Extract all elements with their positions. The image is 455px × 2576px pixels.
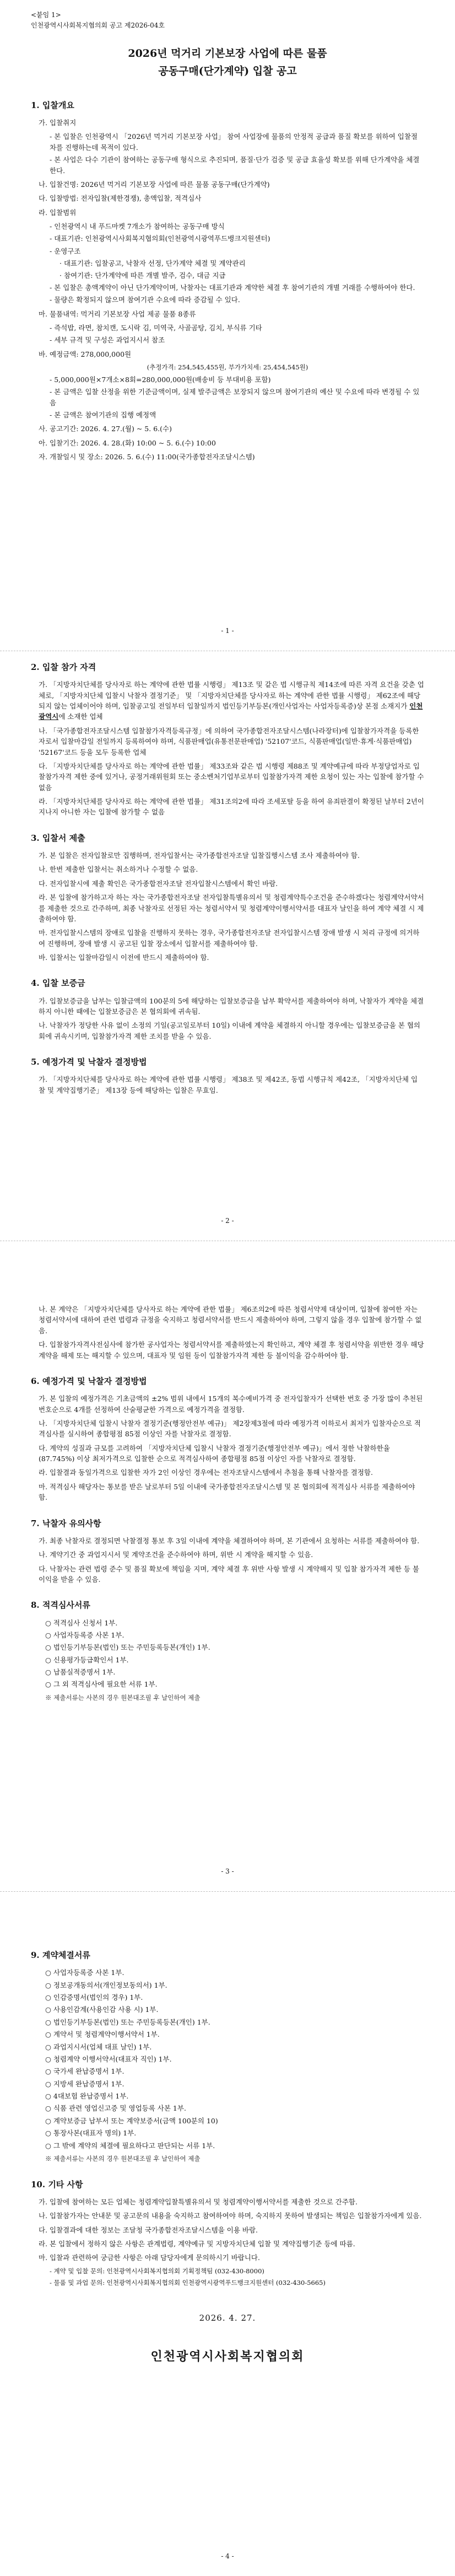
- list-item: ○ 사업자등록증 사본 1부.: [45, 1630, 124, 1639]
- s1-ga: 가. 입찰취지: [39, 119, 77, 127]
- list-item: ○ 4대보험 완납증명서 1부.: [45, 2092, 129, 2100]
- s3-ba: 바. 입찰서는 입찰마감일시 이전에 반드시 제출하여야 함.: [39, 953, 209, 962]
- s1-da: 다. 입찰방법: 전자입찰(제한경쟁), 총액입찰, 적격심사: [39, 194, 202, 203]
- s8-list: [31, 1618, 424, 1690]
- s2-na: 나. 「국가종합전자조달시스템 입찰참가자격등록규정」에 의하여 국가종합전자조달시스템(나라장터)에 입찰참가자격을 등록한 자로서 입찰마감일 전일까지 등록하여야 하며, 식품판매업(유통전문판매업) '52107'코드, 식품판매업(일반·휴게·식품판매업) '52167'코드 등을 모두 등록한 업체: [39, 726, 419, 756]
- s5-ga: 가. 「지방자치단체를 당사자로 하는 계약에 관한 법률 시행령」 제38조 및 제42조, 동법 시행규칙 제42조, 「지방자치단체 입찰 및 계약집행기준」 제13장 등에 해당하는 입찰은 무효임.: [39, 1075, 418, 1094]
- section-2-heading: 2. 입찰 참가 자격: [31, 662, 96, 672]
- s1-ma-2: - 세부 규격 및 구성은 과업지시서 참조: [50, 336, 165, 345]
- list-item: ○ 사용인감계(사용인감 사용 시) 1부.: [45, 2005, 159, 2014]
- s1-ba-2: - 5,000,000원×7개소×8회=280,000,000원(배송비 등 부대비용 포함): [50, 375, 271, 384]
- list-item: ○ 청렴계약 이행서약서(대표자 직인) 1부.: [45, 2054, 172, 2063]
- page-2: [0, 651, 455, 1241]
- list-item: ○ 그 밖에 계약의 체결에 필요하다고 판단되는 서류 1부.: [45, 2141, 215, 2150]
- s1-ja: 자. 개찰일시 및 장소: 2026. 5. 6.(수) 11:00(국가종합전자조달시스템): [39, 453, 255, 461]
- s1-ra-5: - 물량은 확정되지 않으며 참여기관 수요에 따라 증감될 수 있다.: [50, 296, 240, 304]
- section-1-heading: 1. 입찰개요: [31, 100, 74, 110]
- s2-ga-tail: 에 소재한 업체: [58, 712, 103, 721]
- title-line-2: 공동구매(단가계약) 입찰 공고: [158, 65, 297, 78]
- s9-note: ※ 제출서류는 사본의 경우 원본대조필 후 날인하여 제출: [45, 2154, 201, 2162]
- s2-ga: [39, 679, 424, 722]
- s3-ga: 가. 본 입찰은 전자입찰로만 집행하며, 전자입찰서는 국가종합전자조달 입찰집행시스템 조사 제출하여야 함.: [39, 851, 360, 860]
- page-1: [0, 0, 455, 651]
- s1-ra-3a: · 대표기관: 입찰공고, 낙찰자 선정, 단가계약 체결 및 계약관리: [59, 259, 246, 268]
- list-item: ○ 법인등기부등본(법인) 또는 주민등록등본(개인) 1부.: [45, 1643, 210, 1652]
- s3-da: 다. 전자입찰시에 제출 확인은 국가종합전자조달 전자입찰시스템에서 확인 바람.: [39, 879, 278, 888]
- list-item: ○ 납품실적증명서 1부.: [45, 1668, 116, 1676]
- s3-ra: 라. 본 입찰에 참가하고자 하는 자는 국가종합전자조달 전자입찰특별유의서 및 청렴계약특수조건을 준수하겠다는 청렴계약서약서를 제출한 것으로 간주하며, 최종 낙찰자로 선정된 자는 청렴서약서 및 청렴계약이행서약서를 대표자 날인을 하여 계약 체결 시 제출하여야 함.: [39, 893, 424, 923]
- s1-ga-1: - 본 입찰은 인천광역시 「2026년 먹거리 기본보장 사업」 참여 사업장에 물품의 안정적 공급과 품질 확보를 위하여 입찰절차를 진행하는데 목적이 있다.: [50, 132, 418, 152]
- s10-ga: 가. 입찰에 참여하는 모든 업체는 청렴계약입찰특별유의서 및 청렴계약이행서약서를 제출한 것으로 간주함.: [39, 2197, 358, 2206]
- page-number: - 4 -: [221, 2552, 234, 2561]
- page-4: [0, 1891, 455, 2576]
- title-line-1: 2026년 먹거리 기본보장 사업에 따른 물품: [128, 47, 327, 60]
- s2-ga-text: 가. 「지방자치단체를 당사자로 하는 계약에 관한 법률 시행령」 제13조 및 같은 법 시행규칙 제14조에 따른 자격 요건을 갖춘 업체로, 「지방자치단체 입찰시 낙찰자 결정기준」 및 「지방자치단체를 당사자로 하는 계약에 관한 법률 시행령」 제62조에 해당되지 않는 업체이어야 하며, 입찰공고일 전일부터 입찰일까지 법인등기부등본(개인사업자는 사업자등록증)상 본점 소재지가: [39, 680, 424, 710]
- list-item: ○ 신용평가등급확인서 1부.: [45, 1655, 129, 1664]
- s4-na: 나. 낙찰자가 정당한 사유 없이 소정의 기일(공고일로부터 10일) 이내에 계약을 체결하지 아니할 경우에는 입찰보증금을 본 협의회에 귀속시키며, 입찰참가자격 제한 조치를 받을 수 있음.: [39, 1021, 420, 1040]
- s1-ba-3: - 본 금액은 입찰 산정을 위한 기준금액이며, 실제 발주금액은 보장되지 않으며 참여기관의 예산 및 수요에 따라 변경될 수 있음: [50, 388, 420, 407]
- s6-na: 나. 「지방자치단체 입찰시 낙찰자 결정기준(행정안전부 예규)」 제2장제3절에 따라 예정가격 이하로서 최저가 입찰자순으로 적격심사를 실시하여 종합평점 85점 이상인 자를 낙찰자로 결정함.: [39, 1419, 421, 1439]
- s10-ma-1: - 계약 및 입찰 문의: 인천광역시사회복지협의회 기획정책팀 (032-430-8000): [50, 2267, 264, 2275]
- list-item: ○ 적격심사 신청서 1부.: [45, 1618, 118, 1627]
- section-5-heading: 5. 예정가격 및 낙찰자 결정방법: [31, 1057, 147, 1067]
- s1-ra: 라. 입찰범위: [39, 208, 77, 217]
- list-item: ○ 인감증명서(법인의 경우) 1부.: [45, 1993, 143, 2001]
- list-item: ○ 계약서 및 청렴계약이행서약서 1부.: [45, 2030, 160, 2039]
- page-3: [0, 1241, 455, 1891]
- section-9-heading: 9. 계약체결서류: [31, 1950, 90, 1960]
- page-number: - 3 -: [221, 1867, 234, 1876]
- list-item: ○ 법인등기부등본(법인) 또는 주민등록등본(개인) 1부.: [45, 2017, 210, 2026]
- s5-da: 다. 입찰참가자격사전심사에 참가한 공사업자는 청렴서약서를 제출하였는지 확인하고, 계약 체결 후 청렴서약을 위반한 경우 해당 계약을 해제 또는 해지할 수 있으며, 대표자 및 임원 등이 입찰참가자격 제한 등 불이익을 감수하여야 함.: [39, 1340, 424, 1360]
- issuing-organization: 인천광역시사회복지협의회: [150, 2349, 305, 2364]
- s6-ra: 라. 입찰결과 동일가격으로 입찰한 자가 2인 이상인 경우에는 전자조달시스템에서 추첨을 통해 낙찰자를 결정함.: [39, 1468, 373, 1477]
- s7-ga: 가. 최종 낙찰자로 결정되면 낙찰결정 통보 후 3일 이내에 계약을 체결하여야 하며, 본 기관에서 요청하는 서류를 제출하여야 함.: [39, 1536, 420, 1545]
- s1-ra-3b: · 참여기관: 단가계약에 따른 개별 발주, 검수, 대금 지급: [59, 271, 226, 280]
- section-7-heading: 7. 낙찰자 유의사항: [31, 1518, 101, 1528]
- section-6-heading: 6. 예정가격 및 낙찰자 결정방법: [31, 1376, 147, 1386]
- s4-ga: 가. 입찰보증금을 납부는 입찰금액의 100분의 5에 해당하는 입찰보증금을 납부 확약서를 제출하여야 하며, 낙찰자가 계약을 체결하지 아니한 때에는 입찰보증금은 본 협의회에 귀속됨.: [39, 996, 424, 1016]
- list-item: ○ 계약보증금 납부서 또는 계약보증서(금액 100분의 10): [45, 2116, 218, 2125]
- s1-ba-1: (추정가격: 254,545,455원, 부가가치세: 25,454,545원): [147, 363, 308, 372]
- s6-ma: 마. 적격심사 해당자는 통보를 받은 날로부터 5일 이내에 국가종합전자조달시스템 및 본 협의회에 적격심사 서류를 제출하여야 함.: [39, 1482, 415, 1502]
- list-item: ○ 과업지시서(업체 대표 날인) 1부.: [45, 2042, 152, 2051]
- s2-ga-location: 인천광역시: [39, 702, 423, 721]
- list-item: ○ 그 외 적격심사에 필요한 서류 1부.: [45, 1680, 158, 1689]
- s1-ma: 마. 물품내역: 먹거리 기본보장 사업 제공 물품 8종류: [39, 309, 196, 318]
- s1-na: 나. 입찰건명: 2026년 먹거리 기본보장 사업에 따른 물품 공동구매(단가계약): [39, 180, 270, 189]
- s2-da: 다. 「지방자치단체를 당사자로 하는 계약에 관한 법률」 제33조와 같은 법 시행령 제88조 및 계약예규에 따라 부정당업자로 입찰참가자격 제한 중에 있거나, 공정거래위원회 또는 중소벤처기업부로부터 입찰참가자격 제한 요청이 있는 자는 입찰에 참가할 수 없음: [39, 761, 424, 792]
- s10-da: 다. 입찰결과에 대한 정보는 조달청 국가종합전자조달시스템을 이용 바람.: [39, 2225, 258, 2234]
- list-item: ○ 국가세 완납증명서 1부.: [45, 2067, 124, 2076]
- s5-na: 나. 본 계약은 「지방자치단체를 당사자로 하는 계약에 관한 법률」 제6조의2에 따른 청렴서약제 대상이며, 입찰에 참여한 자는 청렴서약서에 대하여 관련 법령과 규정을 숙지하고 청렴서약서를 반드시 제출하여야 하며, 그렇지 않을 경우 입찰에 참가할 수 없음.: [39, 1305, 422, 1335]
- s1-sa: 사. 공고기간: 2026. 4. 27.(월) ~ 5. 6.(수): [39, 425, 172, 433]
- list-item: ○ 정보공개동의서(개인정보동의서) 1부.: [45, 1981, 167, 1989]
- s10-na: 나. 입찰참가자는 안내문 및 공고문의 내용을 숙지하고 참여하여야 하며, 숙지하지 못하여 발생되는 책임은 입찰참가자에게 있음.: [39, 2212, 422, 2220]
- s3-na: 나. 한번 제출한 입찰서는 취소하거나 수정할 수 없음.: [39, 865, 198, 874]
- s1-ra-3: - 운영구조: [50, 246, 81, 255]
- list-item: ○ 사업자등록증 사본 1부.: [45, 1968, 124, 1977]
- s1-ma-1: - 즉석밥, 라면, 참치캔, 도시락 김, 미역국, 사골곰탕, 김치, 부식류 기타: [50, 324, 262, 332]
- s1-ga-2: - 본 사업은 다수 기관이 참여하는 공동구매 형식으로 추진되며, 품질·단가 검증 및 공급 효율성 확보를 위해 단가계약을 체결한다.: [50, 155, 420, 175]
- s7-na: 나. 계약기간 중 과업지시서 및 계약조건을 준수하여야 하며, 위반 시 계약을 해지할 수 있음.: [39, 1550, 313, 1559]
- s1-ba-4: - 본 금액은 참여기관의 집행 예정액: [50, 411, 156, 420]
- s7-da: 다. 낙찰자는 관련 법령 준수 및 품질 확보에 책임을 지며, 계약 체결 후 위반 사항 발생 시 계약해지 및 입찰 참가자격 제한 등 불이익을 받을 수 있음.: [39, 1564, 420, 1584]
- notice-date: 2026. 4. 27.: [199, 2313, 256, 2323]
- s10-ma: 마. 입찰과 관련하여 궁금한 사항은 아래 담당자에게 문의하시기 바랍니다.: [39, 2253, 260, 2262]
- s1-ba: 바. 예정금액: 278,000,000원: [39, 350, 132, 358]
- s3-ma: 마. 전자입찰시스템의 장애로 입찰을 진행하지 못하는 경우, 국가종합전자조달 전자입찰시스템 장애 발생 시 처리 규정에 의거하여 진행하며, 장애 발생 시 공고된 입찰 장소에서 입찰서를 제출하여야 함.: [39, 929, 420, 948]
- page-number: - 1 -: [221, 627, 234, 635]
- section-8-heading: 8. 적격심사서류: [31, 1600, 90, 1611]
- list-item: ○ 지방세 완납증명서 1부.: [45, 2079, 124, 2088]
- list-item: ○ 식품 관련 영업신고증 및 영업등록 사본 1부.: [45, 2104, 186, 2113]
- s1-ra-1: - 인천광역시 내 푸드마켓 7개소가 참여하는 공동구매 방식: [50, 222, 225, 231]
- list-item: ○ 통장사본(대표자 명의) 1부.: [45, 2129, 137, 2138]
- notice-title: [31, 45, 424, 80]
- s8-note: ※ 제출서류는 사본의 경우 원본대조필 후 날인하여 제출: [45, 1693, 201, 1702]
- s2-ra: 라. 「지방자치단체를 당사자로 하는 계약에 관한 법률」 제31조의2에 따라 조세포탈 등을 하여 유죄판결이 확정된 날부터 2년이 지나지 아니한 자는 입찰에 참가할 수 없음: [39, 797, 424, 817]
- document-number: 인천광역시사회복지협의회 공고 제2026-04호: [31, 21, 165, 29]
- section-4-heading: 4. 입찰 보증금: [31, 978, 85, 989]
- s6-ga: 가. 본 입찰의 예정가격은 기초금액의 ±2% 범위 내에서 15개의 복수예비가격 중 전자입찰자가 선택한 번호 중 가장 많이 추천된 번호순으로 4개를 선정하여 산술평균한 가격으로 예정가격을 결정함.: [39, 1394, 423, 1414]
- page-number: - 2 -: [221, 1217, 234, 1225]
- s10-ra: 라. 본 입찰에서 정하지 않은 사항은 관계법령, 계약예규 및 지방자치단체 입찰 및 계약집행기준 등에 따름.: [39, 2240, 355, 2248]
- s1-ra-2: - 대표기관: 인천광역시사회복지협의회(인천광역시광역푸드뱅크지원센터): [50, 234, 270, 243]
- s1-a: 아. 입찰기간: 2026. 4. 28.(화) 10:00 ~ 5. 6.(수) 10:00: [39, 438, 216, 447]
- s1-ra-4: - 본 입찰은 총액계약이 아닌 단가계약이며, 낙찰자는 대표기관과 계약한 체결 후 참여기관의 개별 거래를 수행하여야 한다.: [50, 283, 415, 292]
- annex-label: <붙임 1>: [31, 11, 61, 19]
- s10-ma-2: - 물품 및 과업 문의: 인천광역시사회복지협의회 인천광역시광역푸드뱅크지원센터 (032-430-5665): [50, 2278, 326, 2287]
- s9-list: [31, 1967, 424, 2151]
- section-10-heading: 10. 기타 사항: [31, 2179, 83, 2189]
- section-3-heading: 3. 입찰서 제출: [31, 833, 85, 843]
- s6-da: 다. 계약의 성질과 규모를 고려하여 「지방자치단체 입찰시 낙찰자 결정기준(행정안전부 예규)」에서 정한 낙찰하한율(87.745%) 이상 최저가격으로 입찰한 순으로 적격심사하여 종합평점 85점 이상인 자를 낙찰자로 결정함.: [39, 1443, 390, 1463]
